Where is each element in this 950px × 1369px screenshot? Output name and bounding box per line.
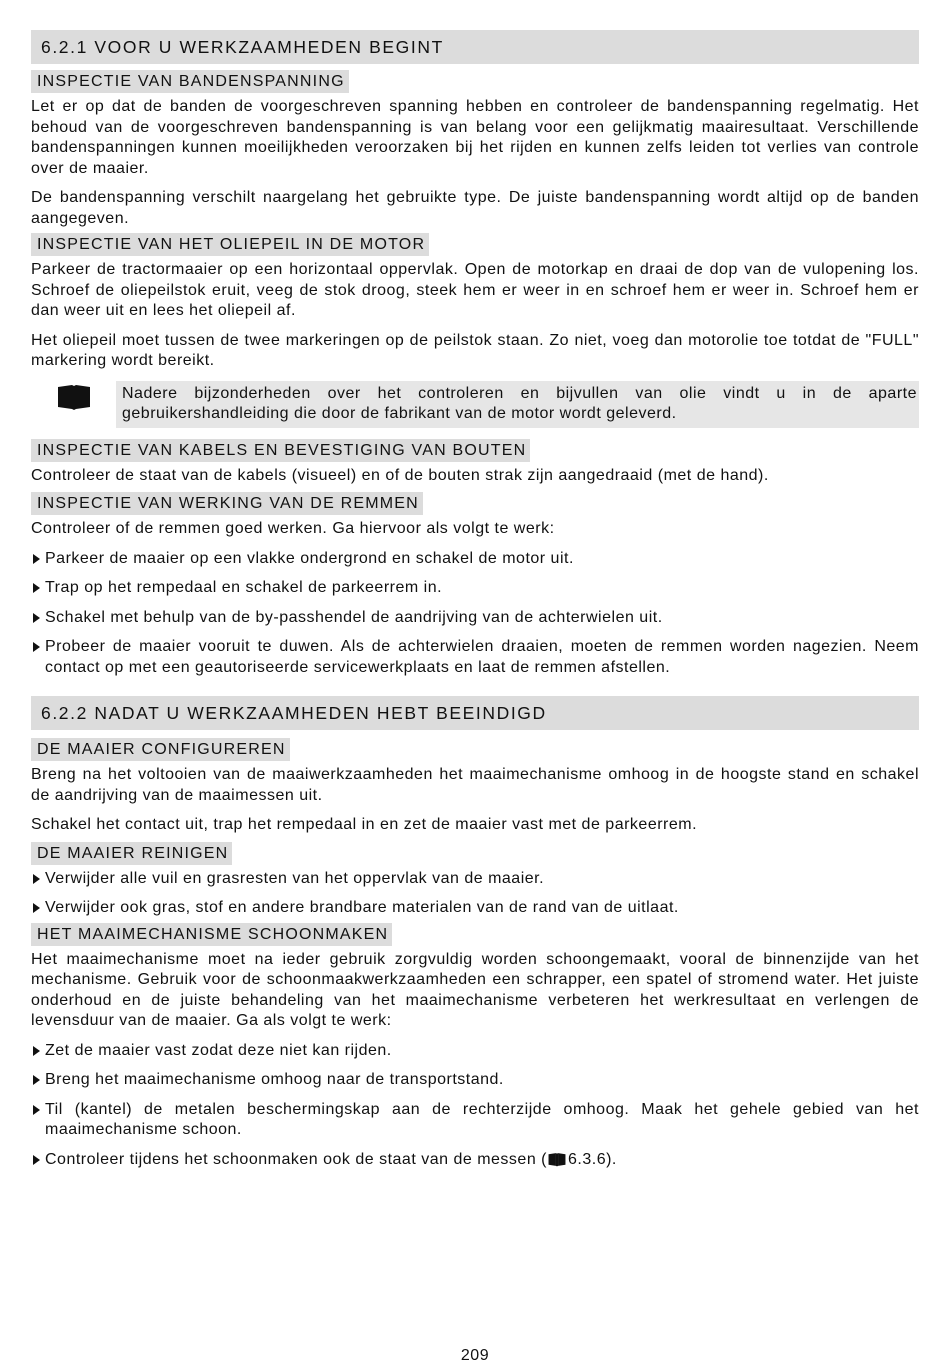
subsection-heading-clean-mower: DE MAAIER REINIGEN [31,842,232,865]
subsection-heading-cables-bolts: INSPECTIE VAN KABELS EN BEVESTIGING VAN BOUTEN [31,439,530,462]
subsection-heading-oil-level: INSPECTIE VAN HET OLIEPEIL IN DE MOTOR [31,233,429,256]
paragraph: Controleer of de remmen goed werken. Ga hiervoor als volgt te werk: [31,520,555,537]
bullet-triangle-icon [33,554,40,564]
section-heading-6-2-1: 6.2.1 VOOR U WERKZAAMHEDEN BEGINT [31,30,919,64]
section-reference: 6.3.6 [568,1150,607,1168]
book-icon [57,384,91,410]
subsection-heading-tire-pressure: INSPECTIE VAN BANDENSPANNING [31,70,349,93]
list-item: Breng het maaimechanisme omhoog naar de transportstand. [31,1070,919,1091]
list-item: Verwijder ook gras, stof en andere brandbare materialen van de rand van de uitlaat. [31,898,919,919]
page-number: 209 [460,1347,490,1364]
list-item: Verwijder alle vuil en grasresten van het oppervlak van de maaier. [31,869,919,890]
subsection-heading-brakes: INSPECTIE VAN WERKING VAN DE REMMEN [31,492,423,515]
paragraph: Het maaimechanisme moet na ieder gebruik zorgvuldig worden schoongemaakt, vooral de binnenzijde van het mechanisme. Gebruik voor de schoonmaakwerkzaamheden een schrapper, een spatel of stromend water. Het juiste onderhoud en de juiste behandeling van het maaimechanisme verbeteren het werkresultaat en verlengen de levensduur van de maaier. Ga als volgt te werk: [31,950,919,1029]
bullet-triangle-icon [33,1155,40,1165]
paragraph: Schakel het contact uit, trap het rempedaal in en zet de maaier vast met de parkeerrem. [31,816,698,833]
list-item: Til (kantel) de metalen beschermingskap aan de rechterzijde omhoog. Maak het gehele gebied van het maaimechanisme schoon. [31,1100,919,1141]
section-heading-6-2-2: 6.2.2 NADAT U WERKZAAMHEDEN HEBT BEEINDIGD [31,696,919,730]
list-item: Schakel met behulp van de by-passhendel de aandrijving van de achterwielen uit. [31,608,919,629]
bullet-triangle-icon [33,613,40,623]
note-box [31,381,919,428]
book-icon [548,1152,566,1167]
bullet-triangle-icon [33,583,40,593]
note-text: Nadere bijzonderheden over het controleren en bijvullen van olie vindt u in de aparte gebruikershandleiding die door de fabrikant van de motor wordt geleverd. [116,381,919,428]
paragraph: Breng na het voltooien van de maaiwerkzaamheden het maaimechanisme omhoog in de hoogste stand en schakel de aandrijving van de maaimessen uit. [31,766,919,804]
paragraph: Let er op dat de banden de voorgeschreven spanning hebben en controleer de bandenspanning regelmatig. Het behoud van de voorgeschreven bandenspanning is van belang voor een gelijkmatig maairesultaat. Verschillende bandenspanningen kunnen moeilijkheden veroorzaken bij het rijden en kunnen zelfs leiden tot verlies van controle over de maaier. [31,98,919,177]
bullet-triangle-icon [33,903,40,913]
list-item: Controleer tijdens het schoonmaken ook de staat van de messen ( 6.3.6). [31,1150,919,1171]
list-item: Parkeer de maaier op een vlakke ondergrond en schakel de motor uit. [31,549,919,570]
bullet-triangle-icon [33,642,40,652]
paragraph: Het oliepeil moet tussen de twee markeringen op de peilstok staan. Zo niet, voeg dan motorolie toe totdat de "FULL" markering wordt bereikt. [31,331,919,369]
subsection-heading-configure-mower: DE MAAIER CONFIGUREREN [31,738,290,761]
list-item: Trap op het rempedaal en schakel de parkeerrem in. [31,578,919,599]
list-item: Probeer de maaier vooruit te duwen. Als de achterwielen draaien, moeten de remmen worden nagezien. Neem contact op met een geautoriseerde servicewerkplaats en laat de remmen afstellen. [31,637,919,678]
bullet-triangle-icon [33,1105,40,1115]
paragraph: Controleer de staat van de kabels (visueel) en of de bouten strak zijn aangedraaid (met de hand). [31,466,769,484]
list-item: Zet de maaier vast zodat deze niet kan rijden. [31,1041,919,1062]
paragraph: Parkeer de tractormaaier op een horizontaal oppervlak. Open de motorkap en draai de dop van de vulopening los. Schroef de oliepeilstok eruit, veeg de stok droog, steek hem er weer in en schroef hem er weer in. Schroef hem er dan weer uit en lees het oliepeil af. [31,261,919,319]
paragraph: De bandenspanning verschilt naargelang het gebruikte type. De juiste bandenspanning wordt altijd op de banden aangegeven. [31,189,919,227]
bullet-triangle-icon [33,1046,40,1056]
bullet-triangle-icon [33,874,40,884]
manual-page [31,30,919,1170]
subsection-heading-clean-mechanism: HET MAAIMECHANISME SCHOONMAKEN [31,923,392,946]
bullet-triangle-icon [33,1075,40,1085]
